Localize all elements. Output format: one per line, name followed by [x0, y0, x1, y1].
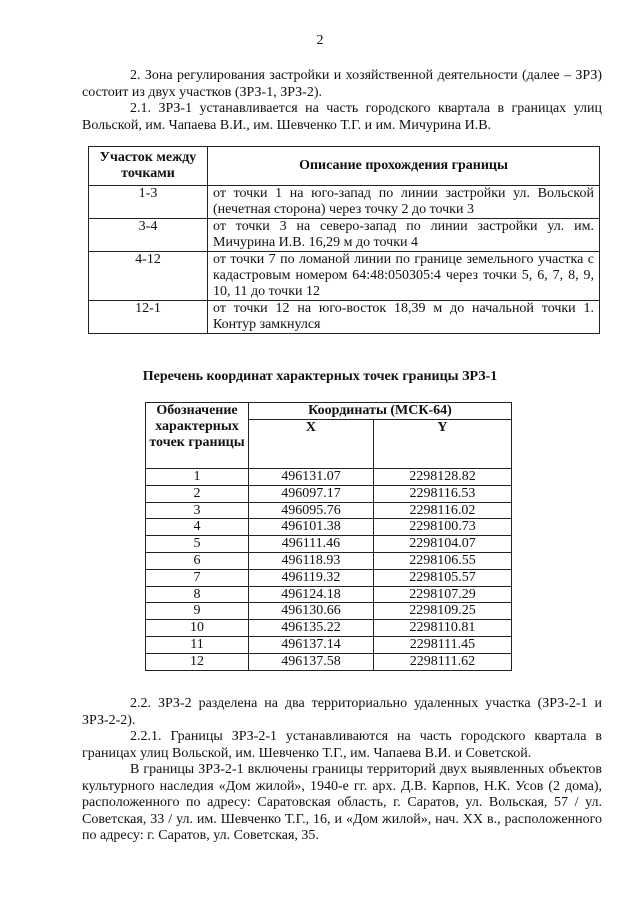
- header-segment: Участок между точками: [89, 147, 208, 186]
- x-coordinate-cell: 496135.22: [249, 620, 374, 637]
- table-row: [146, 469, 512, 486]
- table-row: [146, 519, 512, 536]
- y-coordinate-cell: 2298105.57: [373, 569, 511, 586]
- x-coordinate-cell: 496111.46: [249, 536, 374, 553]
- x-coordinate-cell: 496137.14: [249, 636, 374, 653]
- description-cell: от точки 7 по ломаной линии по границе земельного участка с кадастровым номером 64:48:050305:4 через точки 5, 6, 7, 8, 9, 10, 11 до точки 12: [208, 252, 600, 301]
- table-row: [146, 485, 512, 502]
- paragraph-zrz2: 2.2. ЗРЗ-2 разделена на два территориально удаленных участка (ЗРЗ-2-1 и ЗРЗ-2-2).: [82, 696, 602, 728]
- table-row: [146, 536, 512, 553]
- y-coordinate-cell: 2298104.07: [373, 536, 511, 553]
- table-row: [89, 301, 600, 334]
- header-point-designation: Обозначение характерных точек границы: [146, 403, 249, 469]
- x-coordinate-cell: 496119.32: [249, 569, 374, 586]
- point-number-cell: 4: [146, 519, 249, 536]
- page-number: 2: [316, 33, 324, 48]
- y-coordinate-cell: 2298100.73: [373, 519, 511, 536]
- table-header-row: [89, 147, 600, 186]
- coordinates-title: Перечень координат характерных точек границы ЗРЗ-1: [142, 369, 498, 384]
- paragraph-zrz1: 2.1. ЗРЗ-1 устанавливается на часть городского квартала в границах улиц Вольской, им. Чапаева В.И., им. Шевченко Т.Г. и им. Мичурина И.В.: [82, 101, 602, 133]
- segment-cell: 12-1: [89, 301, 208, 334]
- table-row: [146, 552, 512, 569]
- table-row: [89, 252, 600, 301]
- paragraph-heritage-objects: В границы ЗРЗ-2-1 включены границы территорий двух выявленных объектов культурного наследия «Дом жилой», 1940-е гг. арх. Д.В. Карпов, Н.К. Усов (2 дома), расположенного по адресу: Саратовская область, г. Саратов, ул. Вольская, 57 / ул. Советская, 33 / ул. им. Шевченко Т.Г., 16, и «Дом жилой», нач. XX в., расположенного по адресу: г. Саратов, ул. Советская, 35.: [82, 762, 602, 843]
- header-y: Y: [373, 420, 511, 469]
- description-cell: от точки 1 на юго-запад по линии застройки ул. Вольской (нечетная сторона) через точку 2 до точки 3: [208, 186, 600, 219]
- x-coordinate-cell: 496131.07: [249, 469, 374, 486]
- segment-cell: 4-12: [89, 252, 208, 301]
- point-number-cell: 7: [146, 569, 249, 586]
- y-coordinate-cell: 2298128.82: [373, 469, 511, 486]
- y-coordinate-cell: 2298111.45: [373, 636, 511, 653]
- header-x: X: [249, 420, 374, 469]
- x-coordinate-cell: 496118.93: [249, 552, 374, 569]
- table-row: [146, 603, 512, 620]
- table-row: [146, 586, 512, 603]
- table-row: [146, 569, 512, 586]
- x-coordinate-cell: 496137.58: [249, 653, 374, 670]
- y-coordinate-cell: 2298111.62: [373, 653, 511, 670]
- point-number-cell: 3: [146, 502, 249, 519]
- coordinates-table: [145, 402, 512, 671]
- y-coordinate-cell: 2298106.55: [373, 552, 511, 569]
- point-number-cell: 11: [146, 636, 249, 653]
- y-coordinate-cell: 2298116.53: [373, 485, 511, 502]
- table-row: [146, 636, 512, 653]
- paragraph-zrz2-1: 2.2.1. Границы ЗРЗ-2-1 устанавливаются на часть городского квартала в границах улиц Вольской, им. Шевченко Т.Г., им. Чапаева В.И. и Советской.: [82, 729, 602, 761]
- table-header-row: [146, 403, 512, 420]
- point-number-cell: 12: [146, 653, 249, 670]
- paragraph-zrz-intro: 2. Зона регулирования застройки и хозяйственной деятельности (далее – ЗРЗ) состоит из двух участков (ЗРЗ-1, ЗРЗ-2).: [82, 68, 602, 100]
- table-row: [89, 219, 600, 252]
- x-coordinate-cell: 496095.76: [249, 502, 374, 519]
- header-description: Описание прохождения границы: [208, 147, 600, 186]
- y-coordinate-cell: 2298110.81: [373, 620, 511, 637]
- y-coordinate-cell: 2298116.02: [373, 502, 511, 519]
- point-number-cell: 9: [146, 603, 249, 620]
- x-coordinate-cell: 496101.38: [249, 519, 374, 536]
- point-number-cell: 1: [146, 469, 249, 486]
- description-cell: от точки 12 на юго-восток 18,39 м до начальной точки 1. Контур замкнулся: [208, 301, 600, 334]
- point-number-cell: 8: [146, 586, 249, 603]
- point-number-cell: 10: [146, 620, 249, 637]
- header-coordinates: Координаты (МСК-64): [249, 403, 512, 420]
- x-coordinate-cell: 496097.17: [249, 485, 374, 502]
- table-row: [146, 620, 512, 637]
- segment-cell: 3-4: [89, 219, 208, 252]
- x-coordinate-cell: 496130.66: [249, 603, 374, 620]
- table-row: [146, 502, 512, 519]
- y-coordinate-cell: 2298107.29: [373, 586, 511, 603]
- boundary-description-table: [88, 146, 600, 334]
- point-number-cell: 6: [146, 552, 249, 569]
- segment-cell: 1-3: [89, 186, 208, 219]
- y-coordinate-cell: 2298109.25: [373, 603, 511, 620]
- table-row: [146, 653, 512, 670]
- description-cell: от точки 3 на северо-запад по линии застройки ул. им. Мичурина И.В. 16,29 м до точки 4: [208, 219, 600, 252]
- point-number-cell: 5: [146, 536, 249, 553]
- table-row: [89, 186, 600, 219]
- point-number-cell: 2: [146, 485, 249, 502]
- x-coordinate-cell: 496124.18: [249, 586, 374, 603]
